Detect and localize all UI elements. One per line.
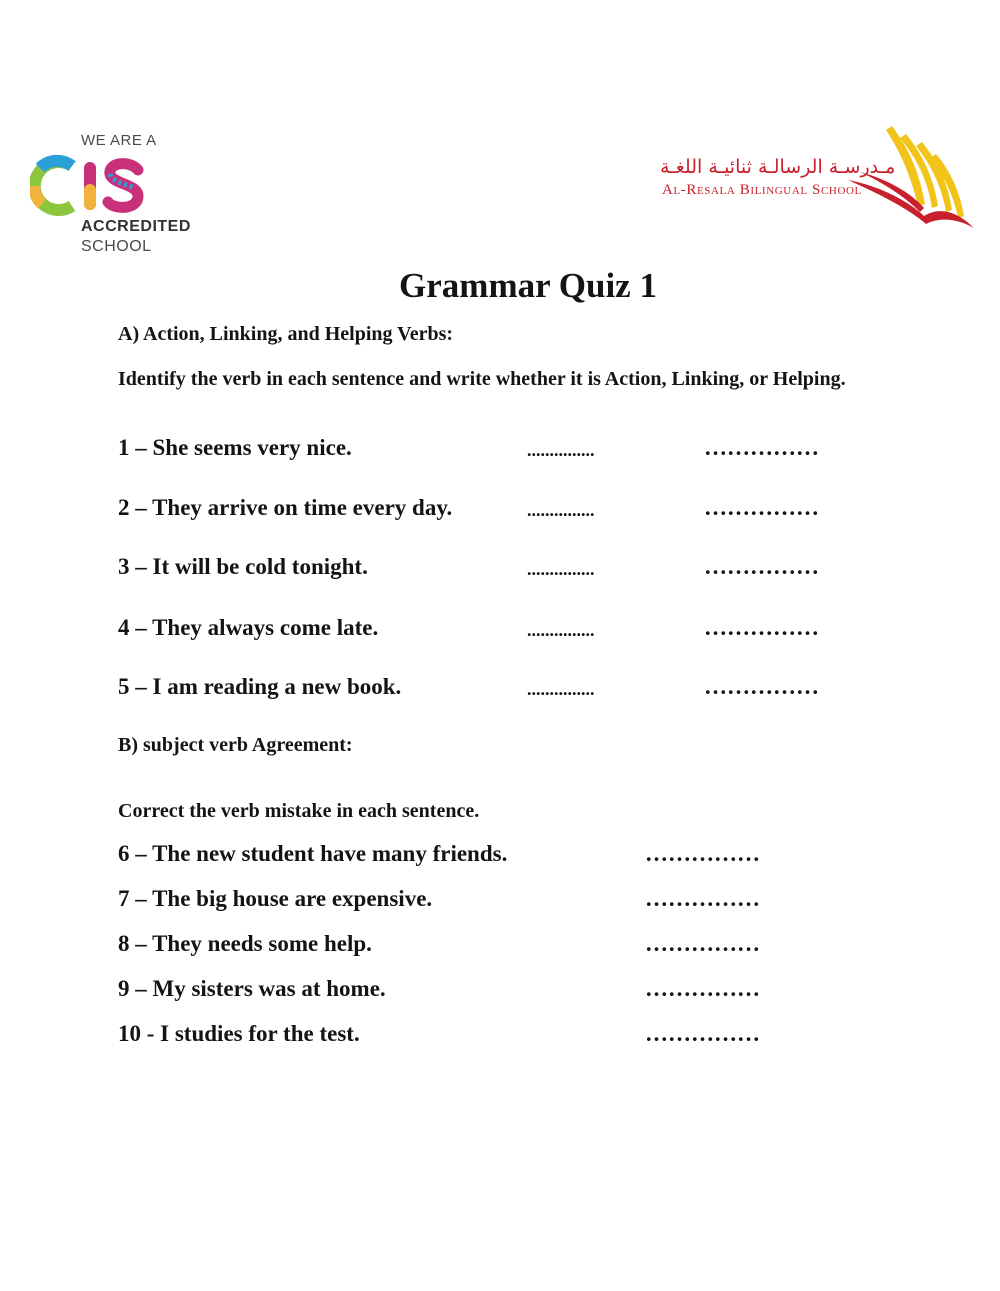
page-title: Grammar Quiz 1 [399,266,657,305]
al-resala-school-logo [640,118,980,238]
question-10: 10 - I studies for the test. [118,1021,360,1046]
school-arabic-name: مـدرسـة الرسالـة ثنائيـة اللغـة [660,156,896,178]
answer-blank-4b[interactable]: …………… [704,615,819,640]
answer-blank-5b[interactable]: …………… [704,674,819,699]
answer-blank-1a[interactable]: ............... [527,440,595,460]
cis-accreditation-logo [30,132,210,258]
answer-blank-5a[interactable]: ............... [527,679,595,699]
answer-blank-2a[interactable]: ............... [527,500,595,520]
open-book-icon [840,120,980,232]
question-9: 9 – My sisters was at home. [118,976,386,1001]
cis-logo-accredited-text: ACCREDITED [81,218,191,235]
answer-blank-1b[interactable]: …………… [704,435,819,460]
question-1: 1 – She seems very nice. [118,435,352,460]
question-8: 8 – They needs some help. [118,931,372,956]
answer-blank-4a[interactable]: ............... [527,620,595,640]
answer-blank-6[interactable]: …………… [645,841,760,866]
section-a-instruction: Identify the verb in each sentence and write whether it is Action, Linking, or Helping. [118,368,846,390]
answer-blank-3a[interactable]: ............... [527,559,595,579]
answer-blank-3b[interactable]: …………… [704,554,819,579]
question-6: 6 – The new student have many friends. [118,841,508,866]
answer-blank-8[interactable]: …………… [645,931,760,956]
question-4: 4 – They always come late. [118,615,379,640]
question-7: 7 – The big house are expensive. [118,886,433,911]
school-english-name: Al-Resala Bilingual School [662,182,862,198]
answer-blank-9[interactable]: …………… [645,976,760,1001]
answer-blank-2b[interactable]: …………… [704,495,819,520]
cis-letters-icon [30,154,150,218]
section-b-instruction: Correct the verb mistake in each sentence. [118,800,480,822]
cis-logo-school-text: SCHOOL [81,238,152,255]
question-2: 2 – They arrive on time every day. [118,495,453,520]
question-3: 3 – It will be cold tonight. [118,554,368,579]
question-5: 5 – I am reading a new book. [118,674,402,699]
section-b-heading: B) subject verb Agreement: [118,734,353,756]
answer-blank-10[interactable]: …………… [645,1021,760,1046]
cis-logo-top-text: WE ARE A [81,132,157,149]
section-a-heading: A) Action, Linking, and Helping Verbs: [118,323,454,345]
answer-blank-7[interactable]: …………… [645,886,760,911]
